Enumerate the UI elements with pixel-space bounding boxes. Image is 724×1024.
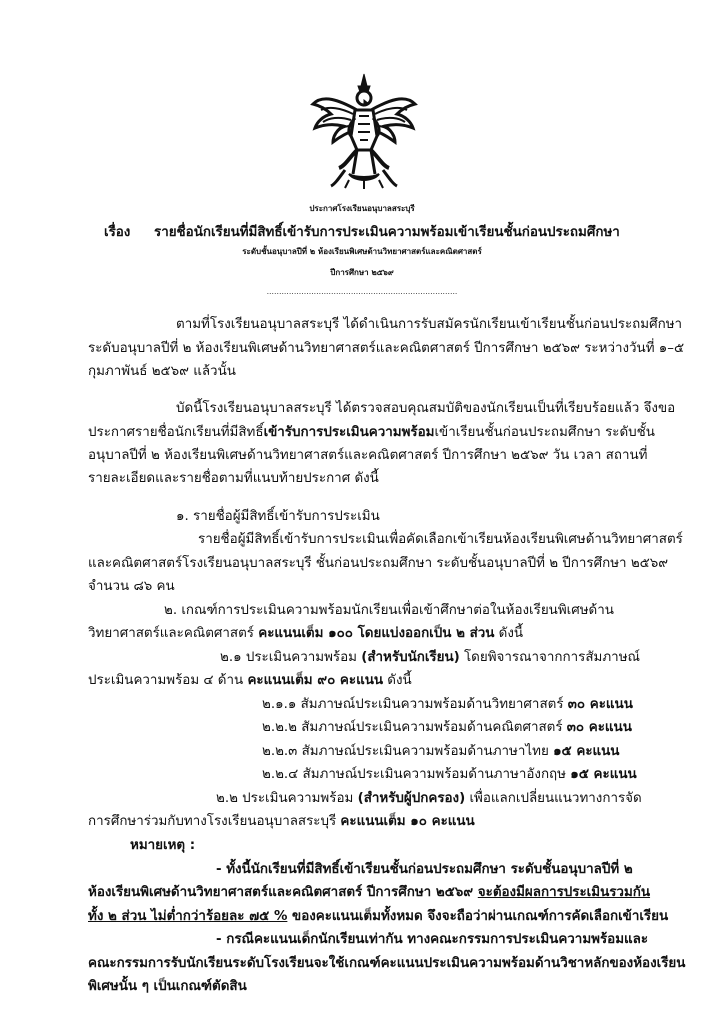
section-1-line-1: รายชื่อผู้มีสิทธิ์เข้ารับการประเมินเพื่อคัดเลือกเข้าเรียนห้องเรียนพิเศษด้านวิทยาศาสตร์ bbox=[198, 532, 683, 547]
section-2-line-2: วิทยาศาสตร์และคณิตศาสตร์ คะแนนเต็ม ๑๐๐ โดยแบ่งออกเป็น ๒ ส่วน ดังนี้ bbox=[88, 626, 524, 641]
paragraph-2-line-3: อนุบาลปีที่ ๒ ห้องเรียนพิเศษด้านวิทยาศาสตร์และคณิตศาสตร์ ปีการศึกษา ๒๕๖๙ วัน เวลา สถานที่ bbox=[88, 448, 648, 463]
remark-2-line-3: พิเศษนั้น ๆ เป็นเกณฑ์ตัดสิน bbox=[88, 979, 247, 994]
criterion-science: ๒.๑.๑ สัมภาษณ์ประเมินความพร้อมด้านวิทยาศาสตร์ ๓๐ คะแนน bbox=[262, 697, 633, 712]
remark-1-line-2: ห้องเรียนพิเศษด้านวิทยาศาสตร์และคณิตศาสตร์ ปีการศึกษา ๒๕๖๙ จะต้องมีผลการประเมินรวมกัน bbox=[88, 885, 651, 900]
announcement-level: ระดับชั้นอนุบาลปีที่ ๒ ห้องเรียนพิเศษด้านวิทยาศาสตร์และคณิตศาสตร์ bbox=[242, 247, 482, 256]
remark-1-line-1: - ทั้งนี้นักเรียนที่มีสิทธิ์เข้าเรียนชั้นก่อนประถมศึกษา ระดับชั้นอนุบาลปีที่ ๒ bbox=[216, 862, 633, 877]
section-2-1-line-1: ๒.๑ ประเมินความพร้อม (สำหรับนักเรียน) โดยพิจารณาจากการสัมภาษณ์ bbox=[220, 650, 640, 665]
section-2-2-line-1: ๒.๒ ประเมินความพร้อม (สำหรับผู้ปกครอง) เพื่อแลกเปลี่ยนแนวทางการจัด bbox=[216, 791, 642, 806]
paragraph-2-line-2: ประกาศรายชื่อนักเรียนที่มีสิทธิ์เข้ารับการประเมินความพร้อมเข้าเรียนชั้นก่อนประถมศึกษา ระดับชั้น bbox=[88, 425, 655, 440]
academic-year: ปีการศึกษา ๒๕๖๙ bbox=[330, 268, 394, 277]
announcement-subject: รายชื่อนักเรียนที่มีสิทธิ์เข้ารับการประเมินความพร้อมเข้าเรียนชั้นก่อนประถมศึกษา bbox=[154, 225, 620, 240]
section-2-1-line-2: ประเมินความพร้อม ๔ ด้าน คะแนนเต็ม ๙๐ คะแนน ดังนี้ bbox=[88, 673, 412, 688]
criterion-math: ๒.๒.๒ สัมภาษณ์ประเมินความพร้อมด้านคณิตศาสตร์ ๓๐ คะแนน bbox=[262, 720, 632, 735]
section-1-line-2: และคณิตศาสตร์โรงเรียนอนุบาลสระบุรี ชั้นก่อนประถมศึกษา ระดับชั้นอนุบาลปีที่ ๒ ปีการศึกษา ๒๕๖๙ bbox=[88, 556, 669, 571]
section-2-line-1: ๒. เกณฑ์การประเมินความพร้อมนักเรียนเพื่อเข้าศึกษาต่อในห้องเรียนพิเศษด้าน bbox=[164, 603, 614, 618]
garuda-emblem-icon bbox=[309, 70, 419, 190]
paragraph-1-line-3: กุมภาพันธ์ ๒๕๖๙ แล้วนั้น bbox=[88, 364, 236, 379]
criterion-english: ๒.๒.๔ สัมภาษณ์ประเมินความพร้อมด้านภาษาอังกฤษ ๑๕ คะแนน bbox=[262, 767, 637, 782]
remarks-label: หมายเหตุ : bbox=[130, 838, 196, 853]
announcement-title: ประกาศโรงเรียนอนุบาลสระบุรี bbox=[309, 204, 415, 213]
criterion-thai: ๒.๒.๓ สัมภาษณ์ประเมินความพร้อมด้านภาษาไทย ๑๕ คะแนน bbox=[262, 744, 620, 759]
paragraph-2-line-4: รายละเอียดและรายชื่อตามที่แนบท้ายประกาศ ดังนี้ bbox=[88, 471, 379, 486]
paragraph-1-line-2: ระดับอนุบาลปีที่ ๒ ห้องเรียนพิเศษด้านวิทยาศาสตร์และคณิตศาสตร์ ปีการศึกษา ๒๕๖๙ ระหว่างวันที่ ๑–๕ bbox=[88, 341, 685, 356]
header-divider: ............................................................................. bbox=[266, 287, 458, 296]
remark-2-line-1: - กรณีคะแนนเด็กนักเรียนเท่ากัน ทางคณะกรรมการประเมินความพร้อมและ bbox=[216, 932, 649, 947]
section-1-title: ๑. รายชื่อผู้มีสิทธิ์เข้ารับการประเมิน bbox=[176, 509, 380, 524]
remark-2-line-2: คณะกรรมการรับนักเรียนระดับโรงเรียนจะใช้เกณฑ์คะแนนประเมินความพร้อมด้านวิชาหลักของห้องเรียน bbox=[88, 956, 686, 971]
section-1-line-3: จำนวน ๘๖ คน bbox=[88, 579, 175, 594]
remark-1-line-3: ทั้ง ๒ ส่วน ไม่ต่ำกว่าร้อยละ ๗๕ % ของคะแนนเต็มทั้งหมด จึงจะถือว่าผ่านเกณฑ์การคัดเลือกเข้าเรียน bbox=[88, 909, 669, 924]
subject-label: เรื่อง bbox=[104, 225, 131, 240]
paragraph-2-line-1: บัดนี้โรงเรียนอนุบาลสระบุรี ได้ตรวจสอบคุณสมบัติของนักเรียนเป็นที่เรียบร้อยแล้ว จึงขอ bbox=[176, 401, 676, 416]
paragraph-1-line-1: ตามที่โรงเรียนอนุบาลสระบุรี ได้ดำเนินการรับสมัครนักเรียนเข้าเรียนชั้นก่อนประถมศึกษา bbox=[176, 317, 683, 332]
section-2-2-line-2: การศึกษาร่วมกับทางโรงเรียนอนุบาลสระบุรี คะแนนเต็ม ๑๐ คะแนน bbox=[88, 814, 475, 829]
